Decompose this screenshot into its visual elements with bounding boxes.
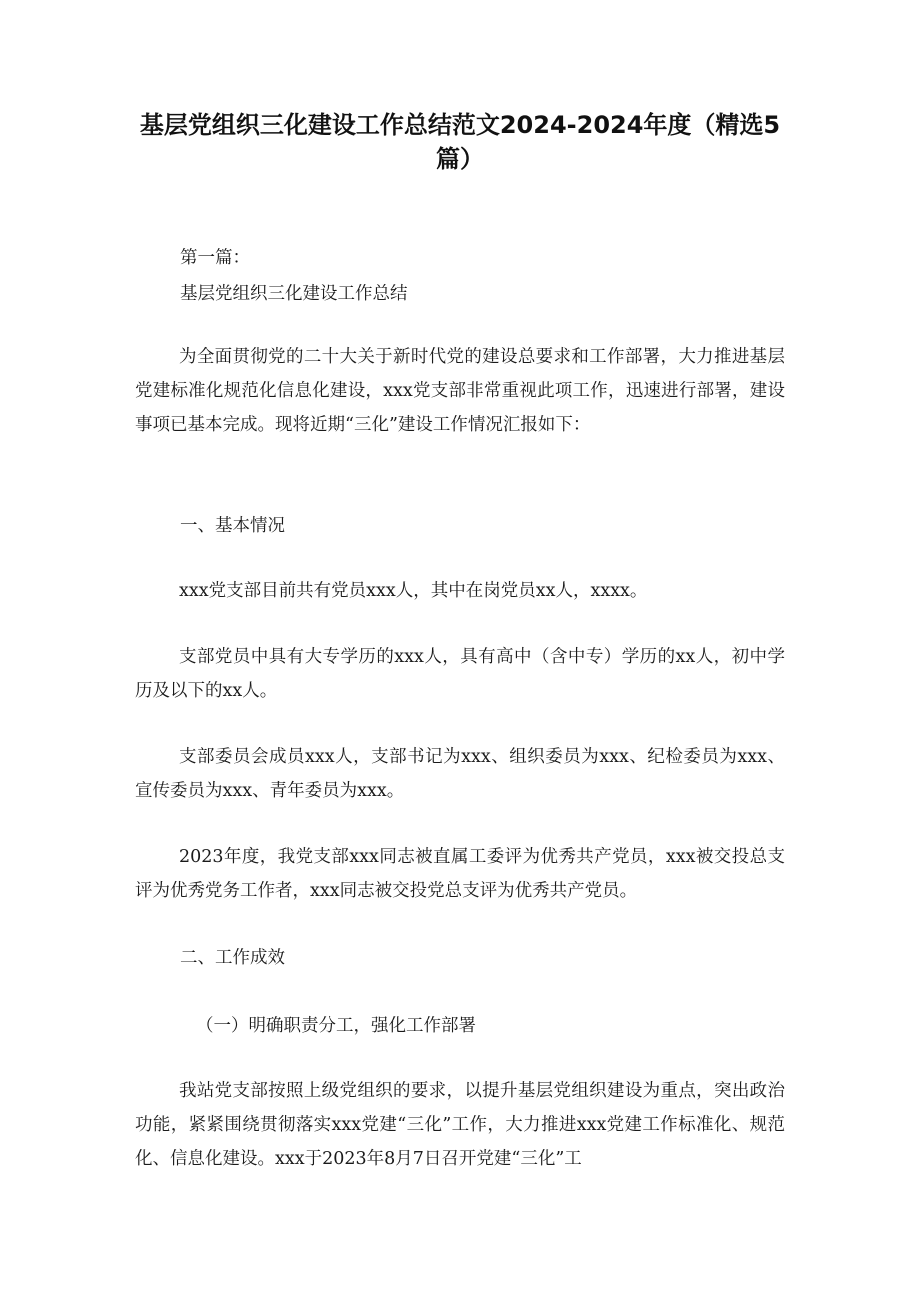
document-title: 基层党组织三化建设工作总结范文2024-2024年度（精选5篇） — [139, 111, 781, 173]
education-paragraph: 支部党员中具有大专学历的xxx人，具有高中（含中专）学历的xx人，初中学历及以下的xx人。 — [135, 647, 785, 701]
chapter-title: 基层党组织三化建设工作总结 — [180, 284, 408, 304]
committee-paragraph: 支部委员会成员xxx人，支部书记为xxx、组织委员为xxx、纪检委员为xxx、宣传委员为xxx、青年委员为xxx。 — [135, 747, 785, 801]
section-heading-basic: 一、基本情况 — [180, 516, 285, 536]
intro-paragraph: 为全面贯彻党的二十大关于新时代党的建设总要求和工作部署，大力推进基层党建标准化规范化信息化建设，xxx党支部非常重视此项工作，迅速进行部署，建设事项已基本完成。现将近期“三化”建设工作情况汇报如下： — [135, 347, 785, 435]
honors-paragraph: 2023年度，我党支部xxx同志被直属工委评为优秀共产党员，xxx被交投总支评为优秀党务工作者，xxx同志被交投党总支评为优秀共产党员。 — [135, 847, 785, 901]
members-paragraph: xxx党支部目前共有党员xxx人，其中在岗党员xx人，xxxx。 — [179, 581, 648, 601]
work-detail-paragraph: 我站党支部按照上级党组织的要求，以提升基层党组织建设为重点，突出政治功能，紧紧围绕贯彻落实xxx党建“三化”工作，大力推进xxx党建工作标准化、规范化、信息化建设。xxx于2023年8月7日召开党建“三化”工 — [135, 1081, 785, 1169]
subsection-heading-duties: （一）明确职责分工，强化工作部署 — [196, 1016, 476, 1036]
section-heading-results: 二、工作成效 — [180, 948, 285, 968]
chapter-label: 第一篇： — [180, 248, 250, 268]
